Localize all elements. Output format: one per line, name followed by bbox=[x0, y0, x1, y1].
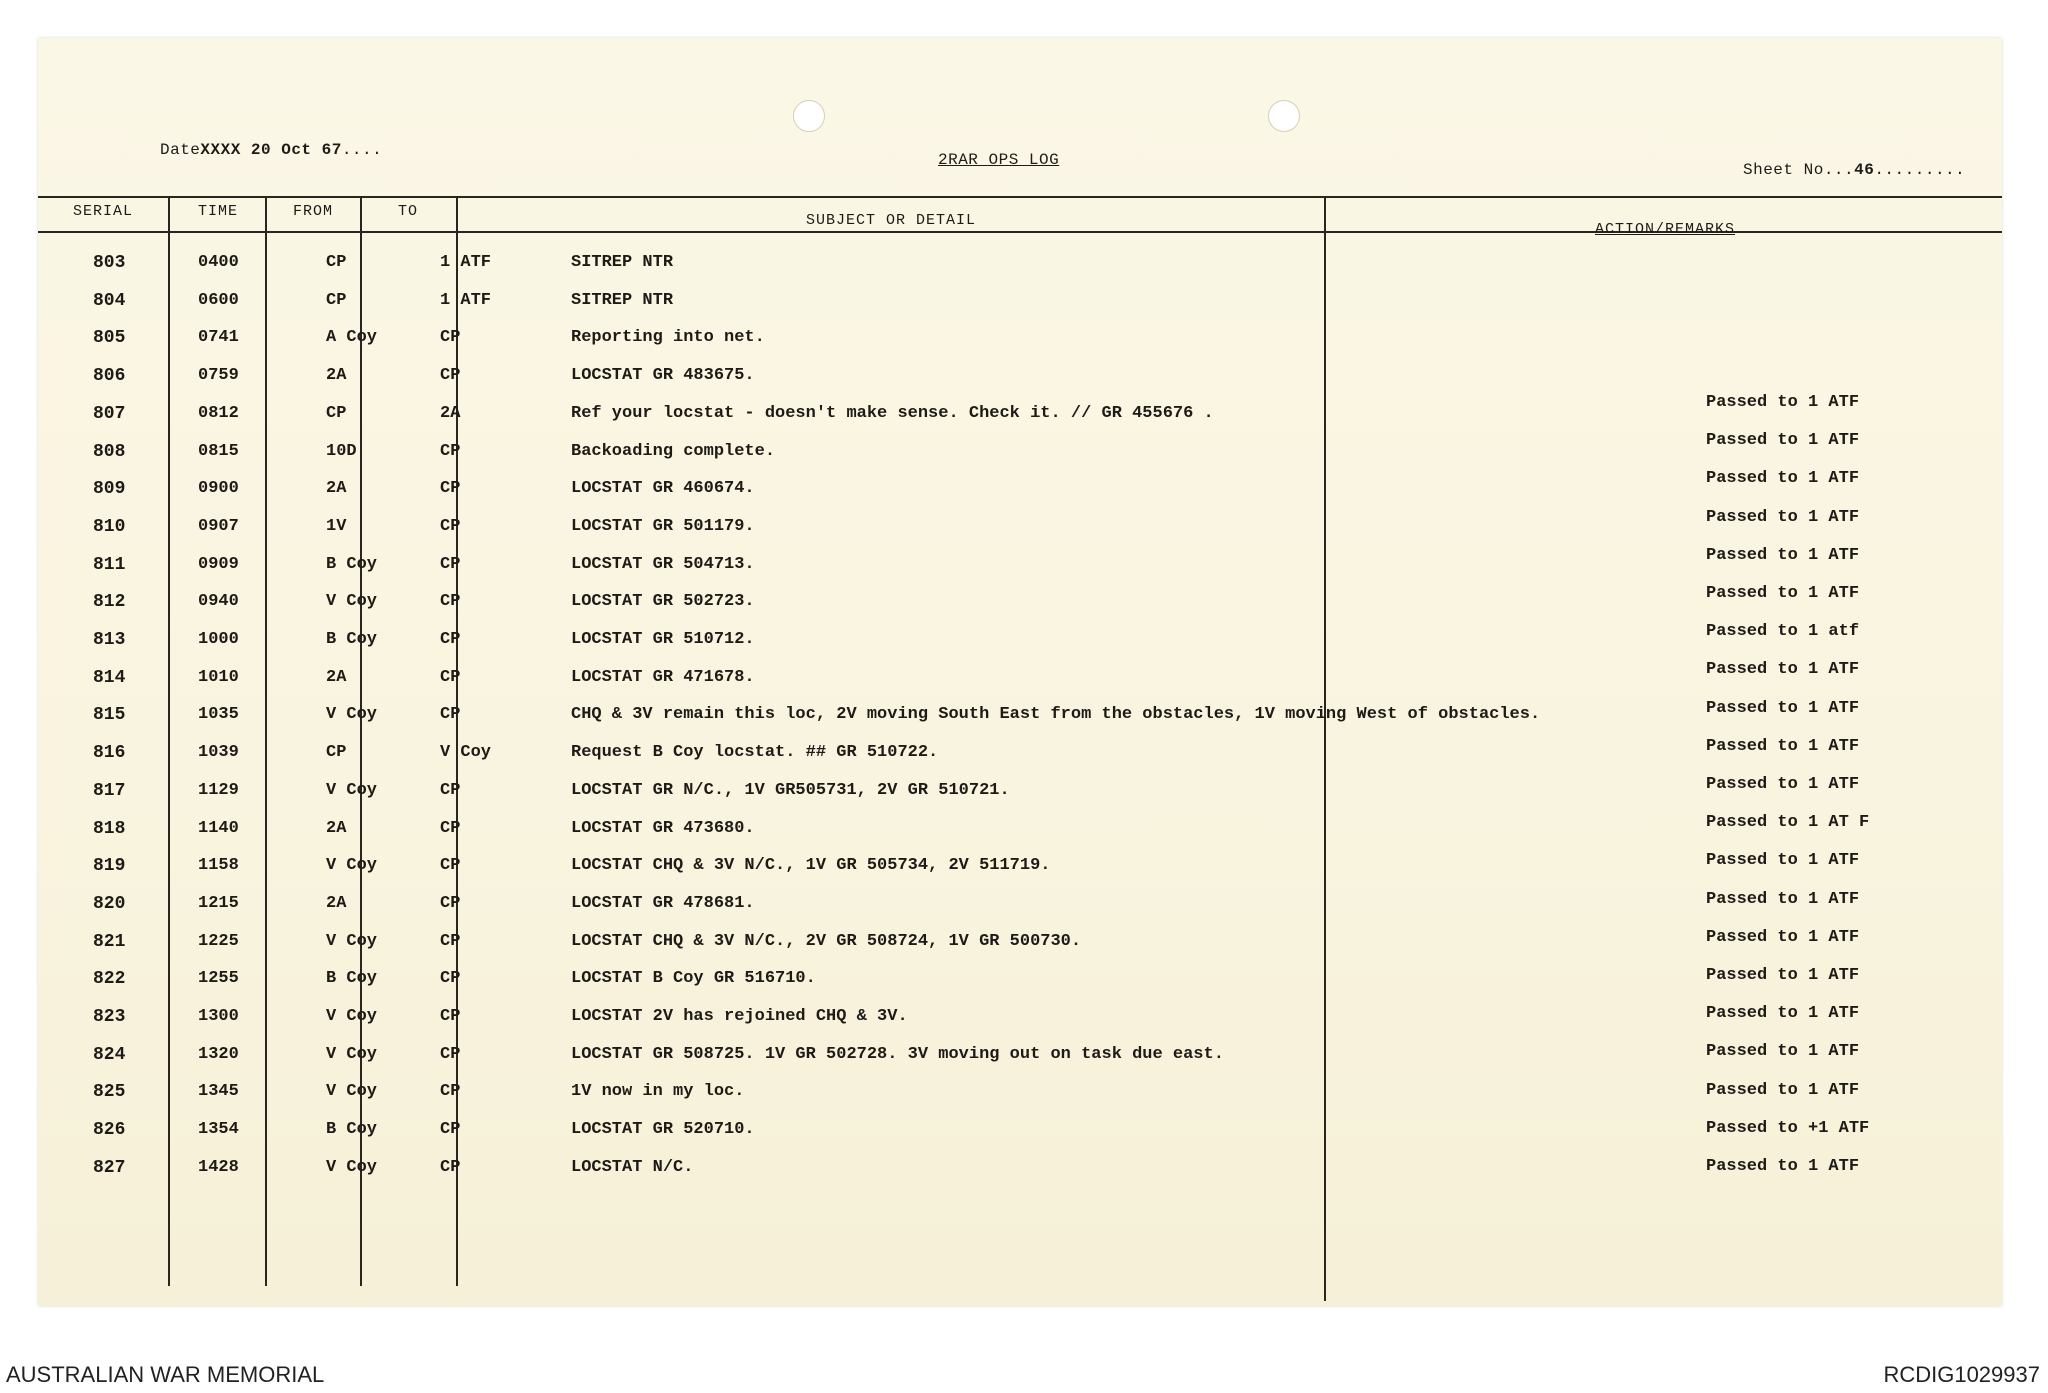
serial-cell: 803 bbox=[93, 253, 126, 273]
punch-hole-left bbox=[793, 100, 825, 132]
serial-cell: 812 bbox=[93, 592, 126, 613]
to-cell: CP bbox=[440, 705, 461, 725]
time-cell: 0940 bbox=[198, 592, 239, 612]
from-cell: V Coy bbox=[326, 856, 378, 876]
from-cell: 2A bbox=[326, 667, 347, 687]
serial-cell: 819 bbox=[93, 856, 126, 877]
detail-cell: LOCSTAT GR 508725. 1V GR 502728. 3V moving out on task due east. bbox=[571, 1044, 1224, 1064]
log-sheet bbox=[38, 38, 2002, 1306]
serial-cell: 808 bbox=[93, 441, 126, 462]
table-row bbox=[38, 253, 2002, 291]
detail-cell: LOCSTAT GR 501179. bbox=[571, 516, 755, 536]
detail-cell: LOCSTAT GR 520710. bbox=[571, 1120, 755, 1140]
from-cell: 2A bbox=[326, 366, 347, 386]
to-cell: CP bbox=[440, 1120, 461, 1140]
detail-cell: LOCSTAT GR 483675. bbox=[571, 366, 755, 386]
serial-cell: 820 bbox=[93, 893, 126, 914]
from-cell: A Coy bbox=[326, 328, 378, 348]
remark-entry: Passed to 1 ATF bbox=[1706, 431, 1860, 451]
to-cell: CP bbox=[440, 893, 461, 913]
time-cell: 1129 bbox=[198, 780, 239, 800]
serial-cell: 811 bbox=[93, 554, 126, 575]
punch-hole-right bbox=[1268, 100, 1300, 132]
remark-entry: Passed to 1 ATF bbox=[1706, 775, 1860, 794]
remark-entry: Passed to 1 ATF bbox=[1706, 1042, 1860, 1062]
remark-entry: Passed to 1 ATF bbox=[1706, 736, 1860, 756]
to-cell: CP bbox=[440, 1007, 461, 1026]
time-cell: 0812 bbox=[198, 403, 239, 423]
time-cell: 0815 bbox=[198, 441, 239, 461]
sheet-label: Sheet No. bbox=[1743, 161, 1834, 179]
time-cell: 1225 bbox=[198, 931, 239, 951]
time-cell: 0759 bbox=[198, 366, 239, 386]
to-cell: CP bbox=[440, 667, 461, 687]
from-cell: V Coy bbox=[326, 1157, 378, 1177]
to-cell: CP bbox=[440, 554, 461, 574]
time-cell: 1039 bbox=[198, 743, 239, 763]
from-cell: V Coy bbox=[326, 780, 378, 800]
serial-cell: 806 bbox=[93, 366, 126, 387]
to-cell: CP bbox=[440, 592, 461, 612]
time-cell: 0907 bbox=[198, 516, 239, 536]
sheet-value: 46 bbox=[1854, 161, 1875, 179]
serial-cell: 826 bbox=[93, 1120, 126, 1141]
remark-entry: Passed to +1 ATF bbox=[1706, 1118, 1870, 1138]
sheet-number-field: Sheet No...46......... bbox=[1743, 161, 1966, 179]
time-cell: 0909 bbox=[198, 554, 239, 574]
detail-cell: LOCSTAT GR 471678. bbox=[571, 667, 755, 687]
to-cell: 1 ATF bbox=[440, 290, 492, 310]
from-cell: CP bbox=[326, 253, 347, 272]
time-cell: 0741 bbox=[198, 328, 239, 348]
from-cell: B Coy bbox=[326, 554, 378, 574]
serial-cell: 821 bbox=[93, 931, 126, 952]
from-cell: V Coy bbox=[326, 592, 378, 612]
remark-entry: Passed to 1 atf bbox=[1706, 622, 1860, 642]
remark-entry: Passed to 1 ATF bbox=[1706, 889, 1860, 909]
from-cell: V Coy bbox=[326, 931, 378, 951]
to-cell: CP bbox=[440, 630, 461, 649]
remark-entry: Passed to 1 ATF bbox=[1706, 966, 1860, 985]
table-row bbox=[38, 291, 2002, 329]
time-cell: 1158 bbox=[198, 856, 239, 876]
serial-cell: 809 bbox=[93, 479, 126, 500]
remark-entry: Passed to 1 ATF bbox=[1706, 393, 1860, 412]
from-cell: B Coy bbox=[326, 1120, 378, 1140]
detail-cell: SITREP NTR bbox=[571, 253, 674, 272]
serial-cell: 814 bbox=[93, 667, 126, 688]
to-cell: CP bbox=[440, 818, 461, 838]
remark-entry: Passed to 1 ATF bbox=[1706, 1157, 1860, 1176]
serial-cell: 822 bbox=[93, 969, 126, 990]
serial-cell: 813 bbox=[93, 630, 126, 650]
detail-cell: Request B Coy locstat. ## GR 510722. bbox=[571, 743, 939, 763]
to-cell: V Coy bbox=[440, 743, 492, 763]
remark-entry: Passed to 1 ATF bbox=[1706, 660, 1860, 680]
time-cell: 1035 bbox=[198, 705, 239, 725]
serial-cell: 818 bbox=[93, 818, 126, 839]
col-header-detail: SUBJECT OR DETAIL bbox=[805, 212, 977, 229]
serial-cell: 824 bbox=[93, 1044, 126, 1065]
date-value: XXXX 20 Oct 67 bbox=[200, 141, 342, 159]
remark-entry: Passed to 1 ATF bbox=[1706, 545, 1860, 565]
remark-entry: Passed to 1 ATF bbox=[1706, 584, 1860, 603]
to-cell: CP bbox=[440, 1082, 461, 1102]
from-cell: CP bbox=[326, 403, 347, 423]
remark-entry: Passed to 1 ATF bbox=[1706, 1004, 1860, 1024]
col-header-from: FROM bbox=[292, 203, 333, 220]
from-cell: 10D bbox=[326, 441, 357, 461]
time-cell: 1428 bbox=[198, 1157, 239, 1177]
time-cell: 1320 bbox=[198, 1044, 239, 1064]
detail-cell: LOCSTAT CHQ & 3V N/C., 2V GR 508724, 1V GR 500730. bbox=[571, 931, 1082, 951]
from-cell: B Coy bbox=[326, 969, 378, 989]
serial-cell: 804 bbox=[93, 290, 126, 311]
date-label: Date bbox=[160, 141, 201, 159]
time-cell: 0600 bbox=[198, 290, 239, 310]
time-cell: 1215 bbox=[198, 893, 239, 913]
detail-cell: CHQ & 3V remain this loc, 2V moving South East from the obstacles, 1V moving West of obstacles. bbox=[571, 705, 1541, 725]
serial-cell: 805 bbox=[93, 328, 126, 349]
to-cell: 2A bbox=[440, 403, 461, 423]
from-cell: CP bbox=[326, 743, 347, 763]
detail-cell: LOCSTAT GR 502723. bbox=[571, 592, 755, 612]
col-header-serial: SERIAL bbox=[72, 203, 133, 220]
footer-institution: AUSTRALIAN WAR MEMORIAL bbox=[6, 1362, 325, 1387]
serial-cell: 815 bbox=[93, 705, 126, 726]
detail-cell: LOCSTAT GR N/C., 1V GR505731, 2V GR 510721. bbox=[571, 780, 1010, 800]
serial-cell: 810 bbox=[93, 516, 126, 537]
col-header-time: TIME bbox=[197, 203, 238, 220]
remark-entry: Passed to 1 ATF bbox=[1706, 927, 1860, 947]
serial-cell: 827 bbox=[93, 1157, 126, 1178]
time-cell: 1255 bbox=[198, 969, 239, 989]
remark-entry: Passed to 1 ATF bbox=[1706, 469, 1860, 489]
to-cell: CP bbox=[440, 366, 461, 386]
table-row bbox=[38, 328, 2002, 366]
detail-cell: Backoading complete. bbox=[571, 441, 776, 461]
to-cell: CP bbox=[440, 1157, 461, 1177]
log-title: 2RAR OPS LOG bbox=[938, 151, 1060, 169]
to-cell: 1 ATF bbox=[440, 253, 492, 272]
serial-cell: 823 bbox=[93, 1007, 126, 1027]
to-cell: CP bbox=[440, 441, 461, 461]
time-cell: 1354 bbox=[198, 1120, 239, 1140]
to-cell: CP bbox=[440, 516, 461, 536]
from-cell: CP bbox=[326, 290, 347, 310]
remark-entry: Passed to 1 ATF bbox=[1706, 507, 1860, 527]
detail-cell: LOCSTAT CHQ & 3V N/C., 1V GR 505734, 2V 511719. bbox=[571, 856, 1051, 876]
remark-entry: Passed to 1 AT F bbox=[1706, 813, 1870, 833]
detail-cell: SITREP NTR bbox=[571, 290, 674, 310]
to-cell: CP bbox=[440, 1044, 461, 1064]
detail-cell: LOCSTAT 2V has rejoined CHQ & 3V. bbox=[571, 1007, 908, 1026]
detail-cell: Ref your locstat - doesn't make sense. Check it. // GR 455676 . bbox=[571, 403, 1214, 423]
serial-cell: 817 bbox=[93, 780, 126, 801]
from-cell: V Coy bbox=[326, 1082, 378, 1102]
detail-cell: LOCSTAT B Coy GR 516710. bbox=[571, 969, 816, 989]
from-cell: 2A bbox=[326, 479, 347, 499]
from-cell: 1V bbox=[326, 516, 347, 536]
to-cell: CP bbox=[440, 856, 461, 876]
to-cell: CP bbox=[440, 328, 461, 348]
to-cell: CP bbox=[440, 479, 461, 499]
detail-cell: LOCSTAT GR 473680. bbox=[571, 818, 755, 838]
detail-cell: Reporting into net. bbox=[571, 328, 765, 348]
serial-cell: 825 bbox=[93, 1082, 126, 1103]
from-cell: V Coy bbox=[326, 705, 378, 725]
to-cell: CP bbox=[440, 969, 461, 989]
from-cell: V Coy bbox=[326, 1007, 378, 1026]
col-header-remarks: ACTION/REMARKS bbox=[1594, 221, 1736, 238]
from-cell: 2A bbox=[326, 818, 347, 838]
to-cell: CP bbox=[440, 780, 461, 800]
serial-cell: 807 bbox=[93, 403, 126, 424]
to-cell: CP bbox=[440, 931, 461, 951]
detail-cell: LOCSTAT GR 460674. bbox=[571, 479, 755, 499]
header-top-rule bbox=[38, 196, 2002, 198]
serial-cell: 816 bbox=[93, 743, 126, 764]
detail-cell: LOCSTAT N/C. bbox=[571, 1157, 694, 1177]
time-cell: 1300 bbox=[198, 1007, 239, 1026]
detail-cell: LOCSTAT GR 510712. bbox=[571, 630, 755, 649]
time-cell: 1345 bbox=[198, 1082, 239, 1102]
remark-entry: Passed to 1 ATF bbox=[1706, 851, 1860, 871]
footer-record-id: RCDIG1029937 bbox=[1883, 1362, 2040, 1387]
time-cell: 1000 bbox=[198, 630, 239, 649]
detail-cell: LOCSTAT GR 504713. bbox=[571, 554, 755, 574]
date-field: DateXXXX 20 Oct 67.... bbox=[160, 141, 383, 159]
from-cell: 2A bbox=[326, 893, 347, 913]
time-cell: 1010 bbox=[198, 667, 239, 687]
remark-entry: Passed to 1 ATF bbox=[1706, 698, 1860, 718]
time-cell: 1140 bbox=[198, 818, 239, 838]
time-cell: 0400 bbox=[198, 253, 239, 272]
time-cell: 0900 bbox=[198, 479, 239, 499]
detail-cell: LOCSTAT GR 478681. bbox=[571, 893, 755, 913]
remark-entry: Passed to 1 ATF bbox=[1706, 1080, 1860, 1100]
from-cell: B Coy bbox=[326, 630, 378, 649]
detail-cell: 1V now in my loc. bbox=[571, 1082, 745, 1102]
from-cell: V Coy bbox=[326, 1044, 378, 1064]
col-header-to: TO bbox=[397, 203, 418, 220]
